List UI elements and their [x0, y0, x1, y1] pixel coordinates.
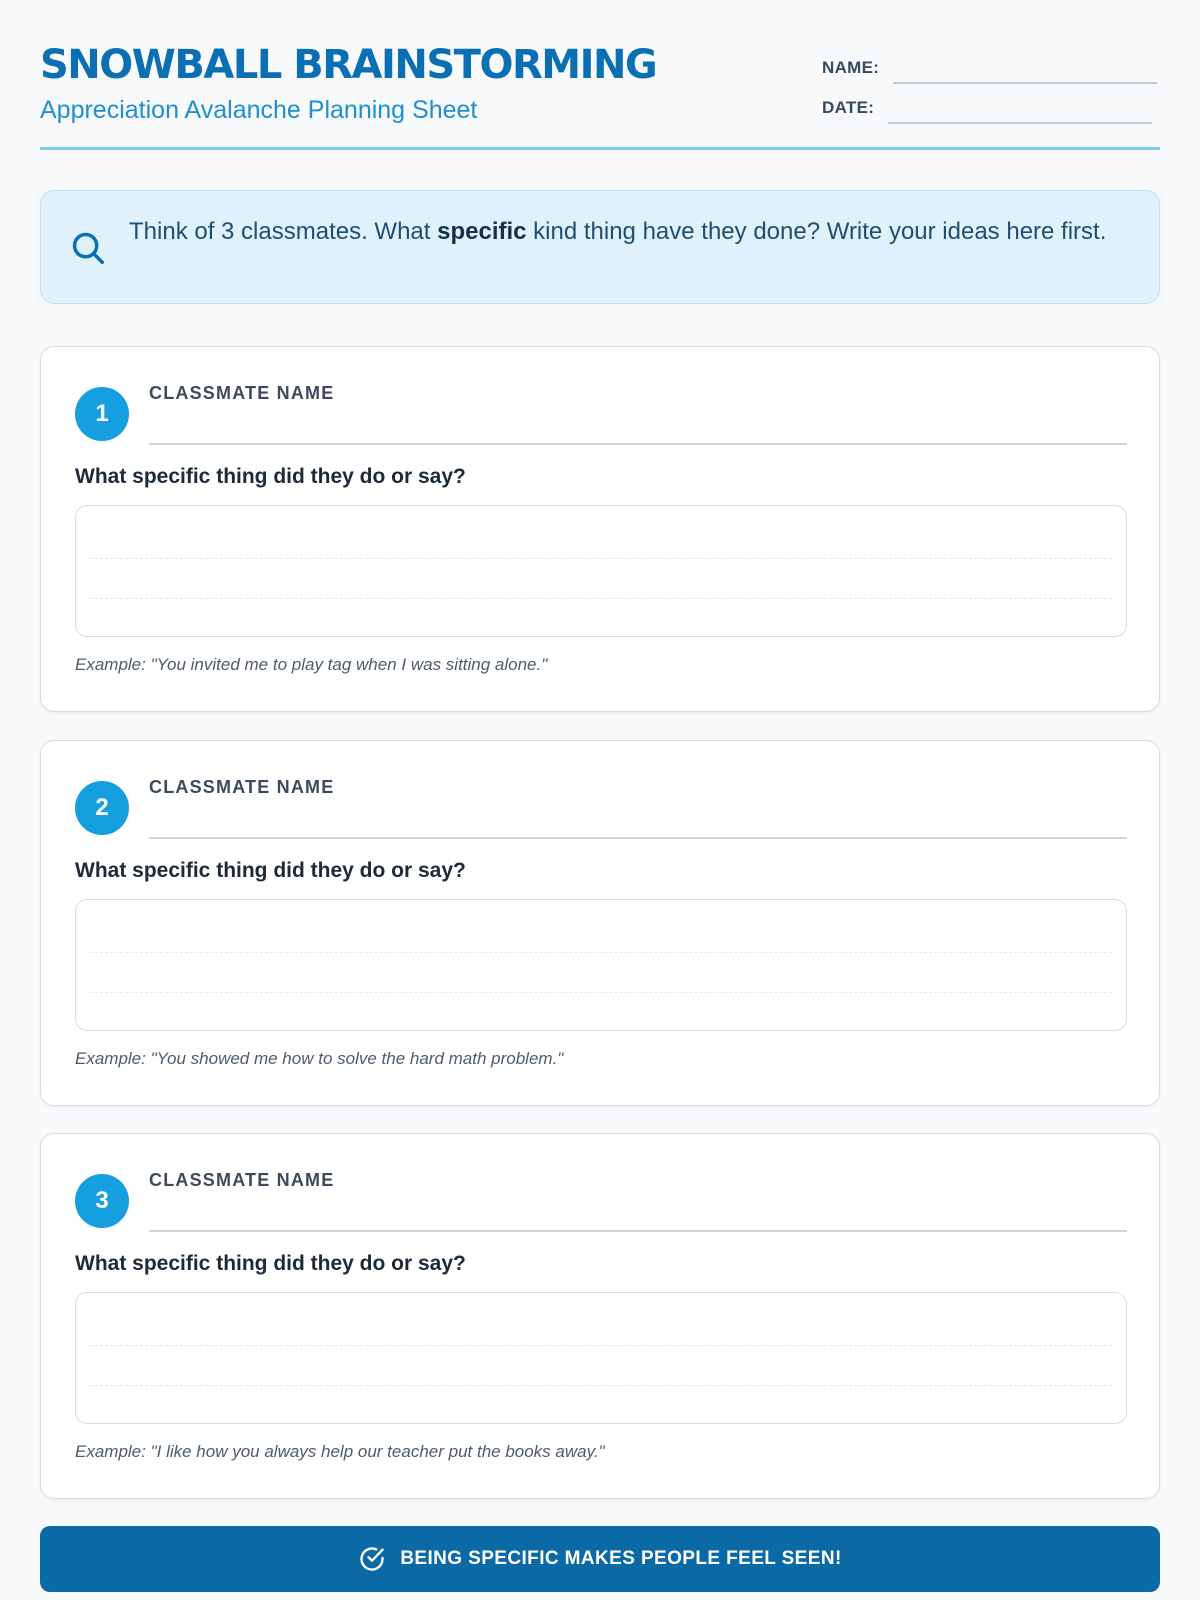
question-label: What specific thing did they do or say? — [75, 1252, 466, 1275]
name-input-line[interactable] — [893, 82, 1157, 84]
classmate-name-input-line[interactable] — [149, 1230, 1127, 1232]
check-circle-icon — [358, 1545, 386, 1573]
page-subtitle: Appreciation Avalanche Planning Sheet — [40, 96, 478, 124]
question-label: What specific thing did they do or say? — [75, 465, 466, 488]
card-number-badge: 1 — [75, 387, 129, 441]
example-text: Example: "You showed me how to solve the hard math problem." — [75, 1049, 564, 1068]
answer-guide-line — [90, 952, 1112, 953]
example-text: Example: "You invited me to play tag when I was sitting alone." — [75, 655, 548, 674]
classmate-card-3 — [40, 1133, 1160, 1499]
card-number-badge: 2 — [75, 781, 129, 835]
classmate-name-input-line[interactable] — [149, 443, 1127, 445]
date-input-line[interactable] — [888, 122, 1152, 124]
answer-box[interactable] — [75, 899, 1127, 1031]
answer-guide-line — [90, 598, 1112, 599]
classmate-name-input-line[interactable] — [149, 837, 1127, 839]
date-label: DATE: — [822, 98, 875, 117]
name-field[interactable] — [822, 58, 1157, 78]
instruction-text: Think of 3 classmates. What specific kind thing have they done? Write your ideas here first. — [129, 218, 1107, 245]
header — [40, 0, 1160, 150]
answer-guide-line — [90, 558, 1112, 559]
name-label: NAME: — [822, 58, 880, 77]
example-text: Example: "I like how you always help our teacher put the books away." — [75, 1442, 605, 1461]
answer-guide-line — [90, 1345, 1112, 1346]
footer-banner — [40, 1526, 1160, 1592]
page-title: SNOWBALL BRAINSTORMING — [40, 42, 657, 88]
instruction-emphasis: specific — [437, 218, 527, 245]
answer-guide-line — [90, 992, 1112, 993]
classmate-card-2 — [40, 740, 1160, 1106]
instruction-banner — [40, 190, 1160, 304]
footer-text: BEING SPECIFIC MAKES PEOPLE FEEL SEEN! — [400, 1548, 842, 1569]
search-icon — [69, 229, 107, 267]
classmate-card-1 — [40, 346, 1160, 712]
classmate-name-label: CLASSMATE NAME — [149, 1170, 335, 1190]
question-label: What specific thing did they do or say? — [75, 859, 466, 882]
classmate-name-label: CLASSMATE NAME — [149, 383, 335, 403]
date-field[interactable] — [822, 98, 1152, 118]
answer-box[interactable] — [75, 1292, 1127, 1424]
answer-guide-line — [90, 1385, 1112, 1386]
answer-box[interactable] — [75, 505, 1127, 637]
classmate-name-label: CLASSMATE NAME — [149, 777, 335, 797]
card-number-badge: 3 — [75, 1174, 129, 1228]
